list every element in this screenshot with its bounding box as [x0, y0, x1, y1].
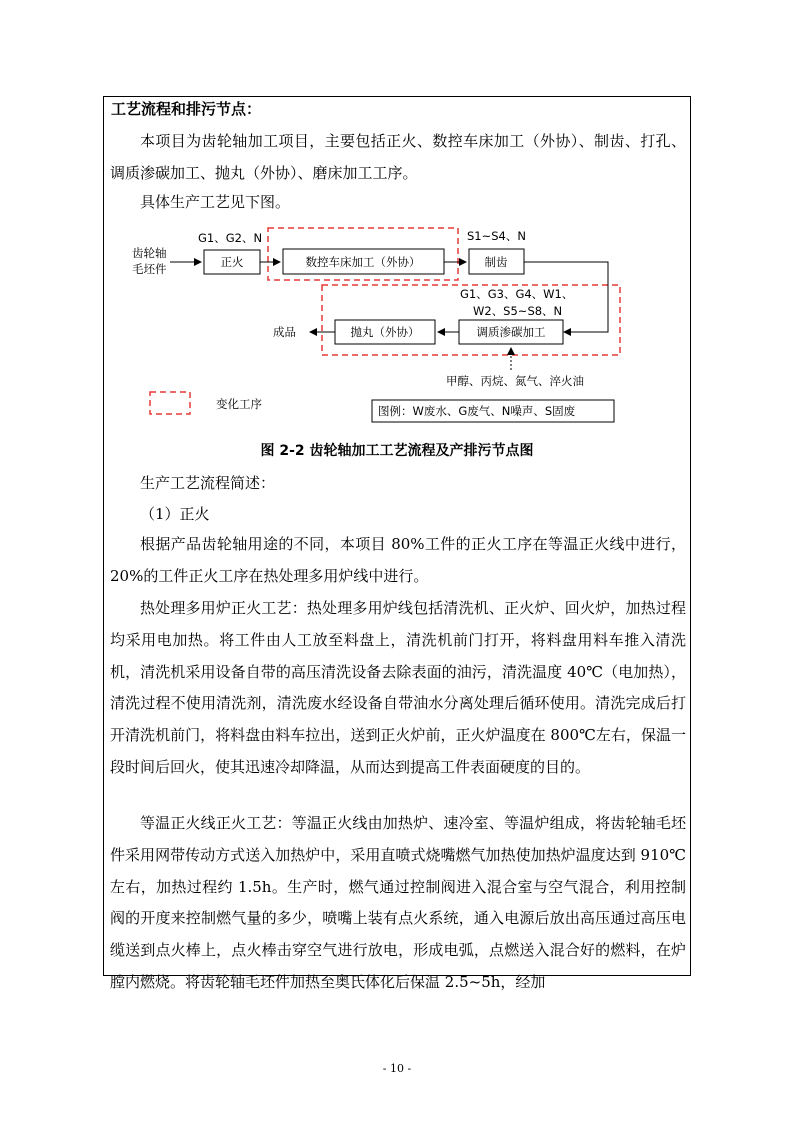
- intro-paragraph: 本项目为齿轮轴加工项目，主要包括正火、数控车床加工（外协）、制齿、打孔、调质渗碳加工、抛丸（外协）、磨床加工工序。: [110, 132, 686, 182]
- label-quench-carburize: 调质渗碳加工: [476, 325, 546, 339]
- paragraph-multi-furnace: 热处理多用炉正火工艺：热处理多用炉线包括清洗机、正火炉、回火炉，加热过程均采用电加热。将工件由人工放至料盘上，清洗机前门打开，将料盘用料车推入清洗机，清洗机采用设备自带的高压清洗设备去除表面的油污，清洗温度 40℃（电加热），清洗过程不使用清洗剂，清洗废水经设备自带油水分离处理后循环使用。清洗完成后打开清洗机前门，将料盘由料车拉出，送到正火炉前，正火炉温度在 800℃左右，保温一段时间后回火，使其迅速冷却降温，从而达到提高工件表面硬度的目的。: [110, 599, 686, 776]
- output-label: 成品: [273, 325, 296, 339]
- label-shot-blast: 抛丸（外协）: [350, 325, 420, 339]
- label-gear-cutting: 制齿: [484, 255, 508, 269]
- page-number: - 10 -: [382, 1062, 412, 1075]
- materials-label: 甲醇、丙烷、氮气、淬火油: [446, 374, 584, 388]
- emission-quench-line2: W2、S5~S8、N: [473, 304, 563, 318]
- emission-quench-line1: G1、G3、G4、W1、: [460, 287, 574, 301]
- figure-caption: 图 2-2 齿轮轴加工工艺流程及产排污节点图: [260, 443, 534, 459]
- process-flow-diagram: [110, 222, 686, 432]
- input-label-line2: 毛坯件: [132, 262, 167, 276]
- legend-key: 图例：W废水、G废气、N噪声、S固废: [378, 404, 576, 418]
- summary-heading: 生产工艺流程简述：: [140, 474, 276, 492]
- section-heading: 工艺流程和排污节点：: [111, 100, 262, 118]
- legend-changed-process: 变化工序: [216, 397, 262, 411]
- paragraph-isothermal: 等温正火线正火工艺：等温正火线由加热炉、速冷室、等温炉组成，将齿轮轴毛坯件采用网带传动方式送入加热炉中，采用直喷式烧嘴燃气加热使加热炉温度达到 910℃左右，加热过程约 1.5h。生产时，燃气通过控制阀进入混合室与空气混合，利用控制阀的开度来控制燃气量的多少，喷嘴上装有点火系统，通入电源后放出高压通过高压电缆送到点火棒上，点火棒击穿空气进行放电，形成电弧，点燃送入混合好的燃料，在炉膛内燃烧。将齿轮轴毛坯件加热至奥氏体化后保温 2.5~5h，经加: [110, 814, 686, 991]
- input-label-line1: 齿轮轴: [132, 246, 167, 260]
- legend-dashed-box: [150, 392, 190, 414]
- label-normalizing: 正火: [220, 255, 244, 269]
- paragraph-ratio: 根据产品齿轮轴用途的不同，本项目 80%工件的正火工序在等温正火线中进行，20%的工件正火工序在热处理多用炉线中进行。: [110, 535, 686, 585]
- intro-note: 具体生产工艺见下图。: [140, 193, 291, 211]
- emission-gear-cutting: S1~S4、N: [467, 229, 526, 243]
- subsection-heading-normalizing: （1）正火: [140, 505, 210, 523]
- label-cnc: 数控车床加工（外协）: [305, 255, 421, 269]
- emission-normalizing: G1、G2、N: [198, 231, 263, 245]
